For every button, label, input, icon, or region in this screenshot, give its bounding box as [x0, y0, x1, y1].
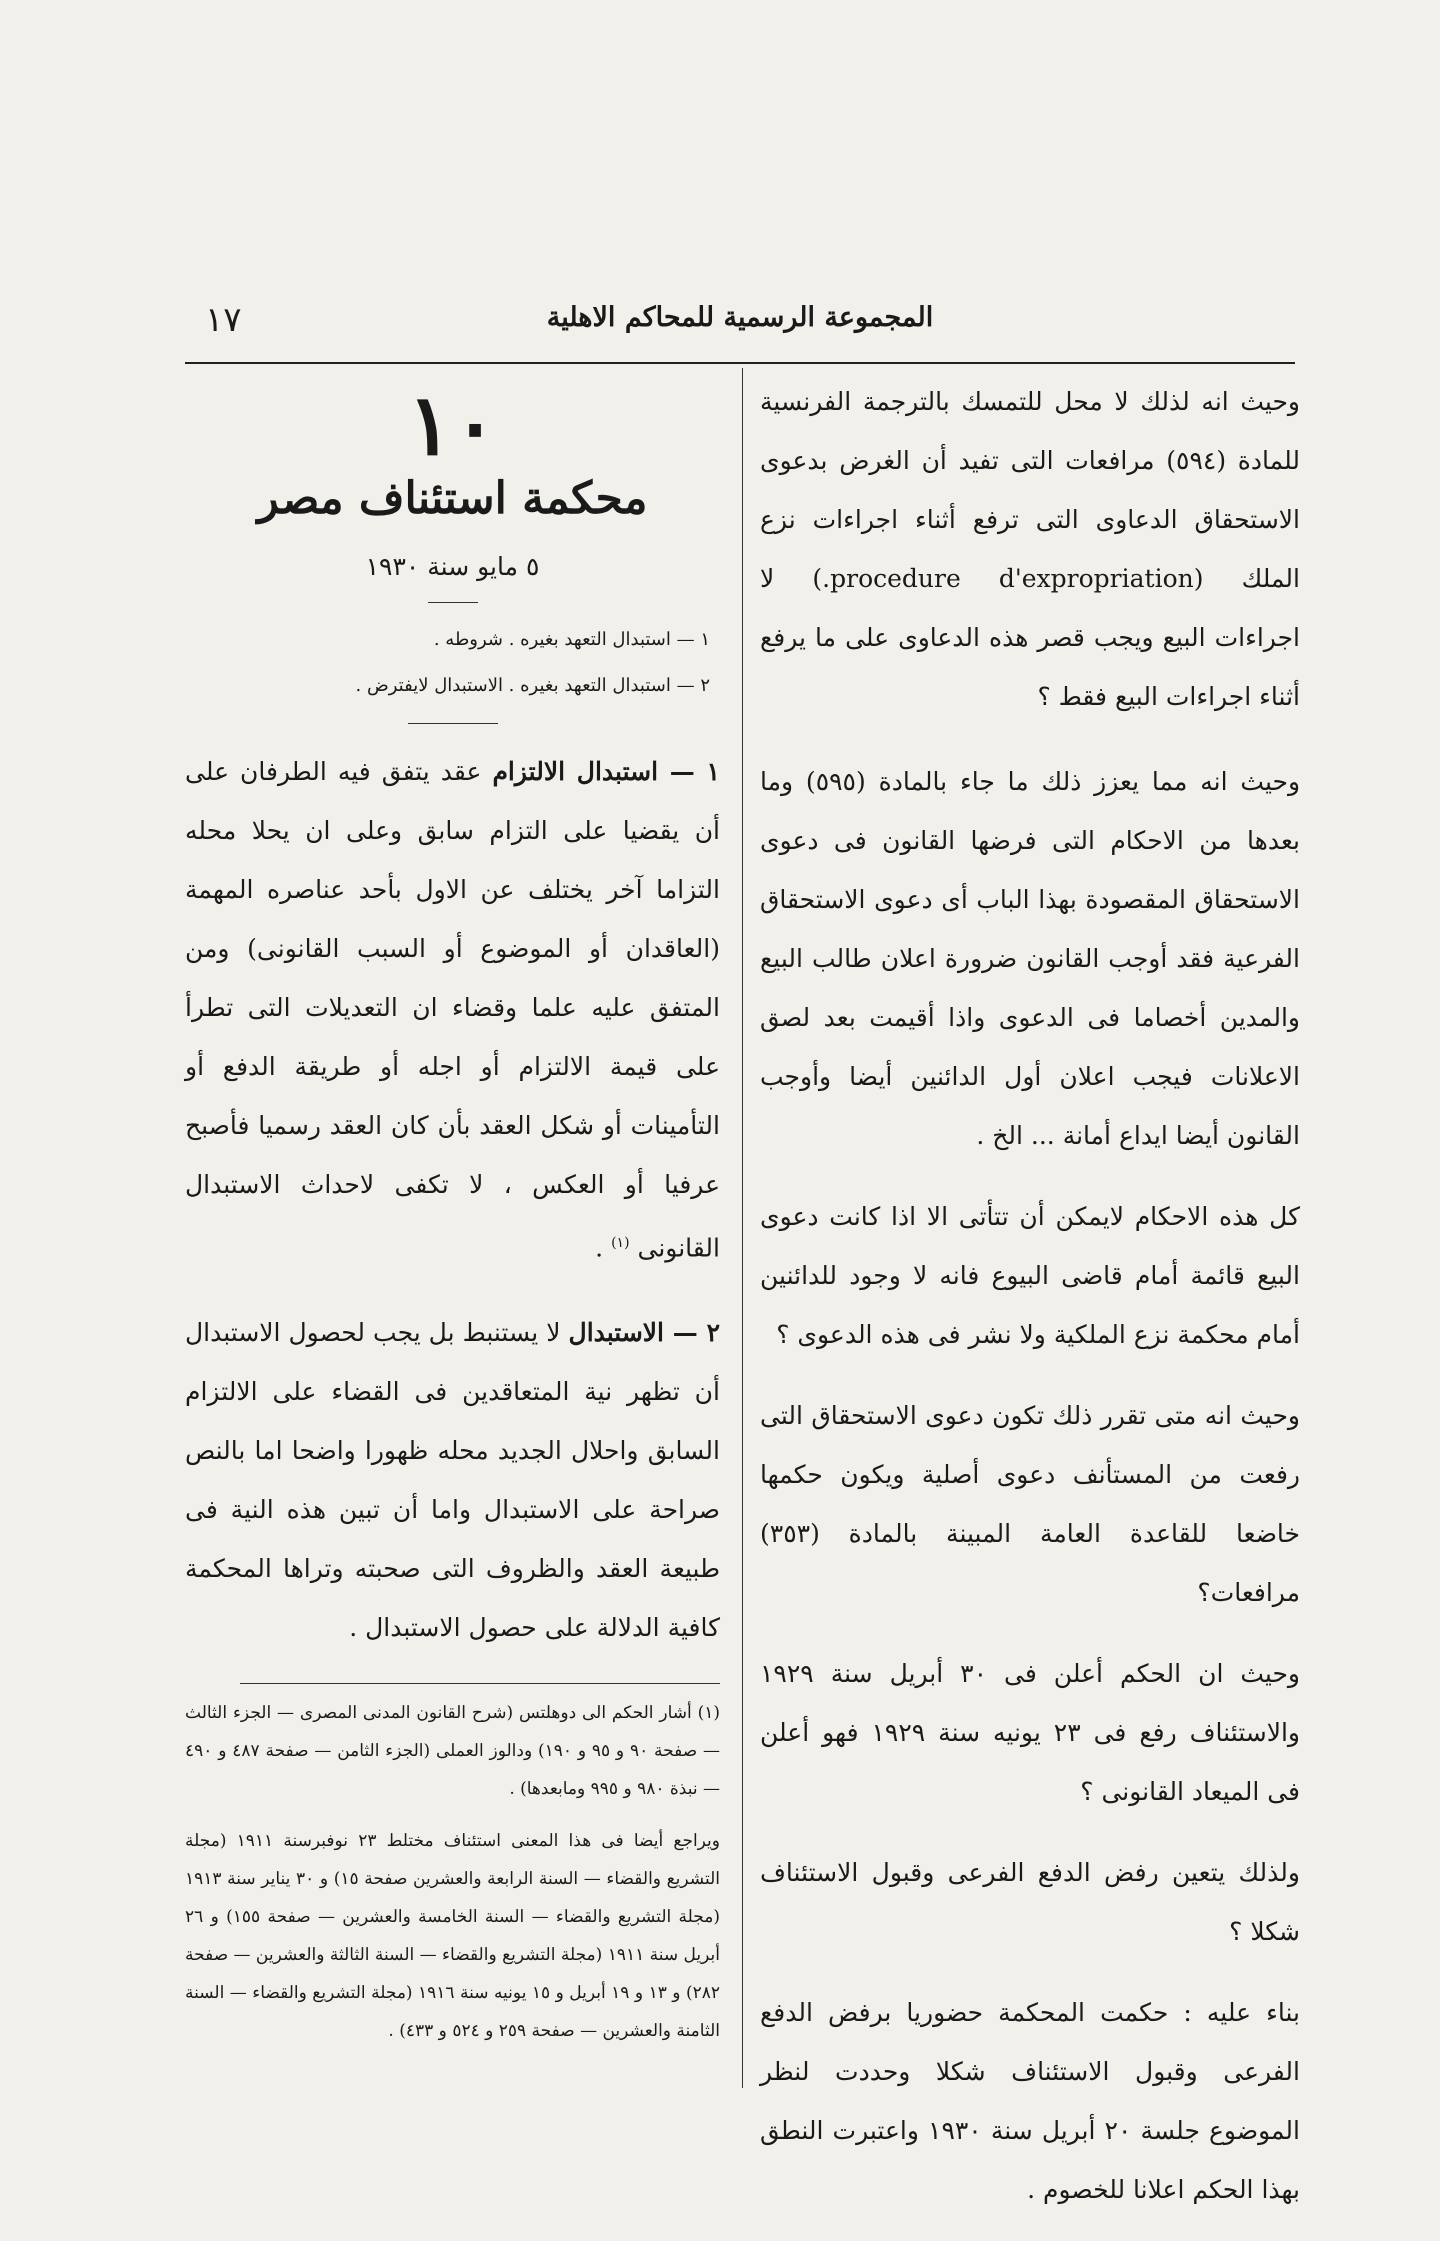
- column-divider: [742, 368, 743, 2088]
- header-rule: [185, 362, 1295, 364]
- principle-1-text: عقد يتفق فيه الطرفان على أن يقضيا على التزام سابق وعلى ان يحلا محله التزاما آخر يختلف عن الاول بأحد عناصره المهمة (العاقدان أو الموضوع أو السبب القانونى) ومن المتفق عليه علما وقضاء ان التعديلات التى تطرأ على قيمة الالتزام أو اجله أو طريقة الدفع أو التأمينات أو شكل العقد بأن كان العقد رسميا فأصبح عرفيا أو العكس ، لا تكفى لاحداث الاستبدال القانونى: [185, 757, 720, 1263]
- case-number: ١٠: [407, 375, 498, 474]
- running-title: المجموعة الرسمية للمحاكم الاهلية: [546, 302, 934, 333]
- principle-1: ١ — استبدال الالتزام عقد يتفق فيه الطرفان على أن يقضيا على التزام سابق وعلى ان يحلا محله التزاما آخر يختلف عن الاول بأحد عناصره المهمة (العاقدان أو الموضوع أو السبب القانونى) ومن المتفق عليه علما وقضاء ان التعديلات التى تطرأ على قيمة الالتزام أو اجله أو طريقة الدفع أو التأمينات أو شكل العقد بأن كان العقد رسميا فأصبح عرفيا أو العكس ، لا تكفى لاحداث الاستبدال القانونى $^{(١)}$ .: [185, 757, 720, 1263]
- paragraph: وحيث انه لذلك لا محل للتمسك بالترجمة الفرنسية للمادة (٥٩٤) مرافعات التى تفيد أن الغرض بدعوى الاستحقاق الدعاوى التى ترفع أثناء اجراءات نزع الملك (procedure d'expropriation.) لا اجراءات البيع ويجب قصر هذه الدعاوى على ما يرفع أثناء اجراءات البيع فقط ؟: [760, 387, 1300, 711]
- left-column: [185, 372, 720, 2064]
- page-header: [185, 300, 1295, 352]
- principle-2-lead: ٢ — الاستبدال: [568, 1318, 720, 1348]
- judgment-paragraph: بناء عليه : حكمت المحكمة حضوريا برفض الدفع الفرعى وقبول الاستئناف شكلا وحددت لنظر الموضوع جلسة ٢٠ أبريل سنة ١٩٣٠ واعتبرت النطق بهذا الحكم اعلانا للخصوم .: [760, 1998, 1300, 2204]
- page-number: ١٧: [205, 300, 242, 340]
- principle-1-lead: ١ — استبدال الالتزام: [492, 757, 720, 786]
- principle-2-text: لا يستنبط بل يجب لحصول الاستبدال أن تظهر نية المتعاقدين فى القضاء على الالتزام السابق واحلال الجديد محله ظهورا واضحا اما بالنص صراحة على الاستبدال واما أن تبين هذه النية فى طبيعة العقد والظروف التى صحبته وتراها المحكمة كافية الدلالة على حصول الاستبدال .: [185, 1318, 720, 1643]
- footnote: (١) أشار الحكم الى دوهلتس (شرح القانون المدنى المصرى — الجزء الثالث — صفحة ٩٠ و ٩٥ و ١٩٠) ودالوز العملى (الجزء الثامن — صفحة ٤٨٧ و ٤٩٠ — نبذة ٩٨٠ و ٩٩٥ ومابعدها) .: [185, 1703, 720, 1800]
- divider: [408, 723, 498, 724]
- principle-2: [185, 1303, 720, 1657]
- summary-list: [185, 617, 720, 709]
- summary-item: ٢ — استبدال التعهد بغيره . الاستبدال لايفترض .: [355, 675, 710, 696]
- paragraph: ولذلك يتعين رفض الدفع الفرعى وقبول الاستئناف شكلا ؟: [760, 1858, 1300, 1946]
- paragraph: وحيث انه مما يعزز ذلك ما جاء بالمادة (٥٩٥) وما بعدها من الاحكام التى فرضها القانون فى دعوى الاستحقاق المقصودة بهذا الباب أى دعوى الاستحقاق الفرعية فقد أوجب القانون ضرورة اعلان طالب البيع والمدين أخصاما فى الدعوى واذا أقيمت بعد لصق الاعلانات فيجب اعلان أول الدائنين أيضا وأوجب القانون أيضا ايداع أمانة ... الخ .: [760, 767, 1301, 1150]
- divider: [428, 602, 478, 603]
- paragraph: وحيث ان الحكم أعلن فى ٣٠ أبريل سنة ١٩٢٩ والاستئناف رفع فى ٢٣ يونيه سنة ١٩٢٩ فهو أعلن فى الميعاد القانونى ؟: [760, 1659, 1301, 1806]
- decision-date: ٥ مايو سنة ١٩٣٠: [365, 552, 540, 581]
- right-column: [760, 372, 1300, 2241]
- paragraph: وحيث انه متى تقرر ذلك تكون دعوى الاستحقاق التى رفعت من المستأنف دعوى أصلية ويكون حكمها خاضعا للقاعدة العامة المبينة بالمادة (٣٥٣) مرافعات؟: [760, 1401, 1300, 1607]
- court-name: محكمة استئناف مصر: [257, 473, 648, 524]
- paragraph: كل هذه الاحكام لايمكن أن تتأتى الا اذا كانت دعوى البيع قائمة أمام قاضى البيوع فانه لا وجود للدائنين أمام محكمة نزع الملكية ولا نشر فى هذه الدعوى ؟: [760, 1202, 1300, 1349]
- footnote-ref: (١): [611, 1235, 630, 1251]
- footnote-rule: [240, 1683, 720, 1684]
- summary-item: ١ — استبدال التعهد بغيره . شروطه .: [433, 629, 710, 650]
- footnote: ويراجع أيضا فى هذا المعنى استئناف مختلط ٢٣ نوفبرسنة ١٩١١ (مجلة التشريع والقضاء — السنة الرابعة والعشرين صفحة ١٥) و ٣٠ يناير سنة ١٩١٣ (مجلة التشريع والقضاء — السنة الخامسة والعشرين — صفحة ١٥٥) و ٢٦ أبريل سنة ١٩١١ (مجلة التشريع والقضاء — السنة الثالثة والعشرين — صفحة ٢٨٢) و ١٣ و ١٩ أبريل و ١٥ يونيه سنة ١٩١٦ (مجلة التشريع والقضاء — السنة الثامنة والعشرين — صفحة ٢٥٩ و ٥٢٤ و ٤٣٣) .: [185, 1831, 721, 2042]
